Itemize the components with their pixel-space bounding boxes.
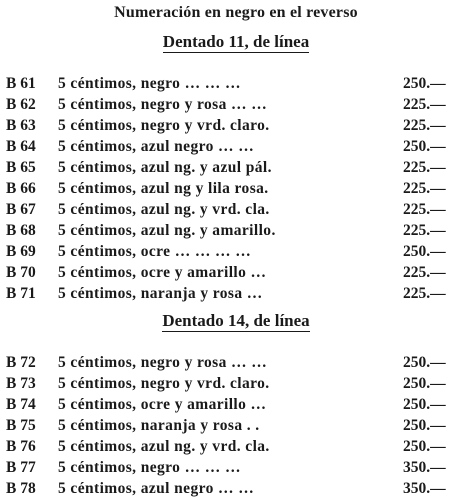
item-price: 225.—	[403, 264, 446, 281]
item-code: B 61	[6, 75, 36, 92]
item-price: 250.—	[403, 243, 446, 260]
list-item	[0, 415, 472, 436]
list-item	[0, 94, 472, 115]
item-code: B 78	[6, 480, 36, 497]
item-price: 225.—	[403, 201, 446, 218]
item-code: B 67	[6, 201, 36, 218]
item-desc: 5 céntimos, negro y vrd. claro.	[58, 117, 270, 134]
item-desc: 5 céntimos, azul negro … …	[58, 480, 255, 497]
item-desc: 5 céntimos, negro y rosa … …	[58, 96, 268, 113]
item-price: 225.—	[403, 285, 446, 302]
item-code: B 69	[6, 243, 36, 260]
item-desc: 5 céntimos, negro … … …	[58, 75, 241, 92]
item-code: B 74	[6, 396, 36, 413]
item-desc: 5 céntimos, ocre y amarillo …	[58, 396, 267, 413]
item-desc: 5 céntimos, azul ng y lila rosa.	[58, 180, 269, 197]
list-item	[0, 283, 472, 304]
item-price: 225.—	[403, 96, 446, 113]
list-item	[0, 352, 472, 373]
catalog-list-dentado-14	[0, 352, 472, 499]
item-desc: 5 céntimos, ocre y amarillo …	[58, 264, 267, 281]
item-desc: 5 céntimos, azul ng. y vrd. cla.	[58, 201, 270, 218]
item-code: B 66	[6, 180, 36, 197]
list-item	[0, 178, 472, 199]
item-price: 225.—	[403, 159, 446, 176]
item-code: B 63	[6, 117, 36, 134]
item-code: B 76	[6, 438, 36, 455]
list-item	[0, 136, 472, 157]
item-code: B 73	[6, 375, 36, 392]
item-desc: 5 céntimos, azul negro … …	[58, 138, 255, 155]
item-price: 250.—	[403, 417, 446, 434]
item-code: B 75	[6, 417, 36, 434]
item-desc: 5 céntimos, negro y vrd. claro.	[58, 375, 270, 392]
item-price: 225.—	[403, 222, 446, 239]
catalog-list-dentado-11	[0, 73, 472, 304]
list-item	[0, 241, 472, 262]
item-code: B 68	[6, 222, 36, 239]
list-item	[0, 199, 472, 220]
list-item	[0, 436, 472, 457]
list-item	[0, 115, 472, 136]
item-desc: 5 céntimos, negro … … …	[58, 459, 241, 476]
list-item	[0, 220, 472, 241]
item-code: B 70	[6, 264, 36, 281]
item-price: 350.—	[403, 480, 446, 497]
item-desc: 5 céntimos, naranja y rosa …	[58, 285, 263, 302]
item-desc: 5 céntimos, negro y rosa … …	[58, 354, 268, 371]
item-desc: 5 céntimos, naranja y rosa . .	[58, 417, 260, 434]
item-price: 350.—	[403, 459, 446, 476]
list-item	[0, 262, 472, 283]
item-code: B 64	[6, 138, 36, 155]
section-title-text: Dentado 14, de línea	[162, 311, 310, 330]
item-price: 250.—	[403, 438, 446, 455]
section-title-dentado-11	[0, 32, 472, 52]
item-price: 250.—	[403, 354, 446, 371]
item-price: 250.—	[403, 138, 446, 155]
page-title: Numeración en negro en el reverso	[114, 4, 358, 21]
item-desc: 5 céntimos, azul ng. y vrd. cla.	[58, 438, 270, 455]
item-code: B 77	[6, 459, 36, 476]
section-title-dentado-14	[0, 311, 472, 331]
item-desc: 5 céntimos, azul ng. y amarillo.	[58, 222, 276, 239]
item-price: 225.—	[403, 117, 446, 134]
item-code: B 72	[6, 354, 36, 371]
item-price: 225.—	[403, 180, 446, 197]
item-price: 250.—	[403, 75, 446, 92]
item-code: B 71	[6, 285, 36, 302]
item-price: 250.—	[403, 375, 446, 392]
item-desc: 5 céntimos, azul ng. y azul pál.	[58, 159, 272, 176]
item-desc: 5 céntimos, ocre … … … …	[58, 243, 252, 260]
list-item	[0, 373, 472, 394]
item-code: B 62	[6, 96, 36, 113]
section-title-text: Dentado 11, de línea	[162, 32, 310, 51]
item-price: 250.—	[403, 396, 446, 413]
item-code: B 65	[6, 159, 36, 176]
list-item	[0, 478, 472, 499]
list-item	[0, 394, 472, 415]
list-item	[0, 157, 472, 178]
list-item	[0, 457, 472, 478]
list-item	[0, 73, 472, 94]
